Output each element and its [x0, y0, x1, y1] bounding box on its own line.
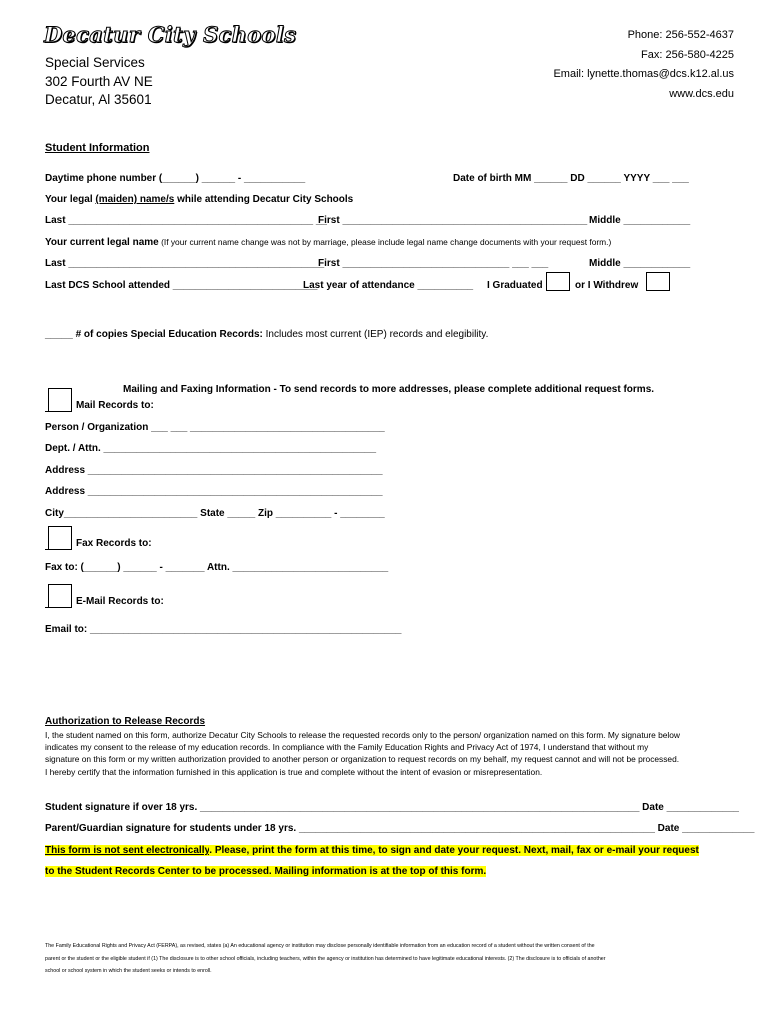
last-school-field[interactable]: Last DCS School attended __________________________: [45, 280, 318, 291]
contact-block: [553, 26, 734, 104]
fax-to-field[interactable]: Fax to: (______) ______ - _______ Attn. ____________________________: [45, 562, 389, 573]
fax-records-checkbox[interactable]: [48, 526, 72, 550]
ferpa-footnote: [45, 940, 725, 978]
copies-blank: _____: [45, 329, 76, 340]
mail-checkbox-underline: [45, 411, 72, 412]
current-first-field[interactable]: First ______________________________ ___ ___: [318, 258, 549, 269]
city-state-zip-field[interactable]: City________________________ State _____ Zip __________ - ________: [45, 508, 385, 519]
authorization-heading: Authorization to Release Records: [45, 716, 206, 727]
dept-attn-field[interactable]: Dept. / Attn. _________________________________________________: [45, 443, 377, 454]
parent-signature-field[interactable]: Parent/Guardian signature for students under 18 yrs. ________________________________________________________________ Date _____________: [45, 823, 755, 834]
copies-label: # of copies Special Education Records:: [75, 329, 266, 340]
graduated-checkbox[interactable]: [546, 272, 570, 291]
email-text: Email: lynette.thomas@dcs.k12.al.us: [553, 68, 734, 80]
dept-name: Special Services: [45, 55, 145, 70]
ferpa-line-1: The Family Educational Rights and Privacy Act (FERPA), as revised, states (a) An educational agency or institution may disclose personally identifiable information from an education record of a student without the written consent of the: [45, 943, 595, 949]
auth-line-4: I hereby certify that the information furnished in this application is true and complete without the intent of evasion or misrepresentation.: [45, 766, 543, 777]
address1-field[interactable]: Address _____________________________________________________: [45, 465, 383, 476]
auth-line-3: signature on this form or my written authorization provided to another person or organization to request records on my behalf, my request cannot and will not be processed.: [45, 754, 680, 765]
current-name-label: [45, 237, 611, 248]
current-last-field[interactable]: Last ______________________________________________: [45, 258, 325, 269]
notice-underlined: This form is not sent electronically: [45, 845, 210, 856]
email-to-field[interactable]: Email to: ________________________________________________________: [45, 624, 402, 635]
person-org-field[interactable]: Person / Organization ___ ___ ___________________________________: [45, 422, 385, 433]
current-name-note: (If your current name change was not by marriage, please include legal name change documents with your request form.): [158, 237, 612, 247]
student-signature-field[interactable]: Student signature if over 18 yrs. _______________________________________________________________________________ Date _____________: [45, 802, 739, 813]
mail-records-label: Mail Records to:: [76, 400, 154, 411]
copies-note: Includes most current (IEP) records and elegibility.: [265, 329, 489, 340]
mailing-heading: Mailing and Faxing Information - To send records to more addresses, please complete additional request forms.: [123, 384, 655, 395]
withdrew-label: or I Withdrew: [575, 280, 639, 291]
email-records-checkbox[interactable]: [48, 584, 72, 608]
fax-text: Fax: 256-580-4225: [641, 48, 734, 61]
notice-rest: . Please, print the form at this time, to sign and date your request. Next, mail, fax or e-mail your request: [209, 845, 699, 856]
address2-field[interactable]: Address _____________________________________________________: [45, 486, 383, 497]
street-address: 302 Fourth AV NE: [45, 73, 153, 89]
authorization-text: [45, 729, 735, 778]
current-middle-field[interactable]: Middle ____________: [589, 258, 691, 269]
phone-text: Phone: 256-552-4637: [627, 29, 734, 41]
copies-field[interactable]: [45, 329, 488, 340]
maiden-first-field[interactable]: First ____________________________________________: [318, 215, 588, 226]
logo: Decatur City Schools: [44, 22, 297, 47]
daytime-phone-field[interactable]: Daytime phone number (______) ______ - ___________: [45, 173, 306, 184]
ferpa-line-2: parent or the student or the eligible student if (1) The disclosure is to other school officials, including teachers, within the agency or institution has determined to have legitimate educational interests. (2) The disclosure is to officials of another: [45, 955, 606, 962]
current-name-bold: Your current legal name: [45, 237, 159, 248]
withdrew-checkbox[interactable]: [646, 272, 670, 291]
fax-checkbox-underline: [45, 549, 72, 550]
student-info-heading: Student Information: [45, 142, 150, 154]
email-checkbox-underline: [45, 607, 72, 608]
notice-line-2: [45, 866, 486, 877]
mail-records-checkbox[interactable]: [48, 388, 72, 412]
address-block: [45, 54, 153, 110]
last-year-field[interactable]: Last year of attendance __________: [303, 280, 474, 291]
ferpa-line-3: school or school system in which the student seeks or intends to enroll.: [45, 968, 212, 974]
city-address: Decatur, Al 35601: [45, 92, 152, 107]
maiden-middle-field[interactable]: Middle ____________: [589, 215, 691, 226]
graduated-label: I Graduated: [487, 280, 543, 291]
dob-field[interactable]: Date of birth MM ______ DD ______ YYYY ___ ___: [453, 173, 689, 184]
maiden-name-label: [45, 194, 353, 205]
maiden-post: while attending Decatur City Schools: [174, 194, 354, 205]
maiden-pre: Your legal: [45, 194, 96, 205]
fax-records-label: Fax Records to:: [76, 538, 152, 549]
notice-line-1: [45, 845, 699, 856]
website-text: www.dcs.edu: [669, 87, 734, 100]
auth-line-2: indicates my consent to the release of my education records. In compliance with the Family Education Rights and Privacy Act of 1974, I understand that without my: [45, 742, 649, 753]
maiden-last-field[interactable]: Last ____________________________________________ __: [45, 215, 327, 226]
maiden-underlined: (maiden) name/s: [95, 194, 175, 205]
email-records-label: E-Mail Records to:: [76, 596, 164, 607]
auth-line-1: I, the student named on this form, authorize Decatur City Schools to release the requested records only to the person/ organization named on this form. My signature below: [45, 730, 680, 740]
notice-line-2-text: to the Student Records Center to be processed. Mailing information is at the top of this form.: [45, 866, 487, 877]
